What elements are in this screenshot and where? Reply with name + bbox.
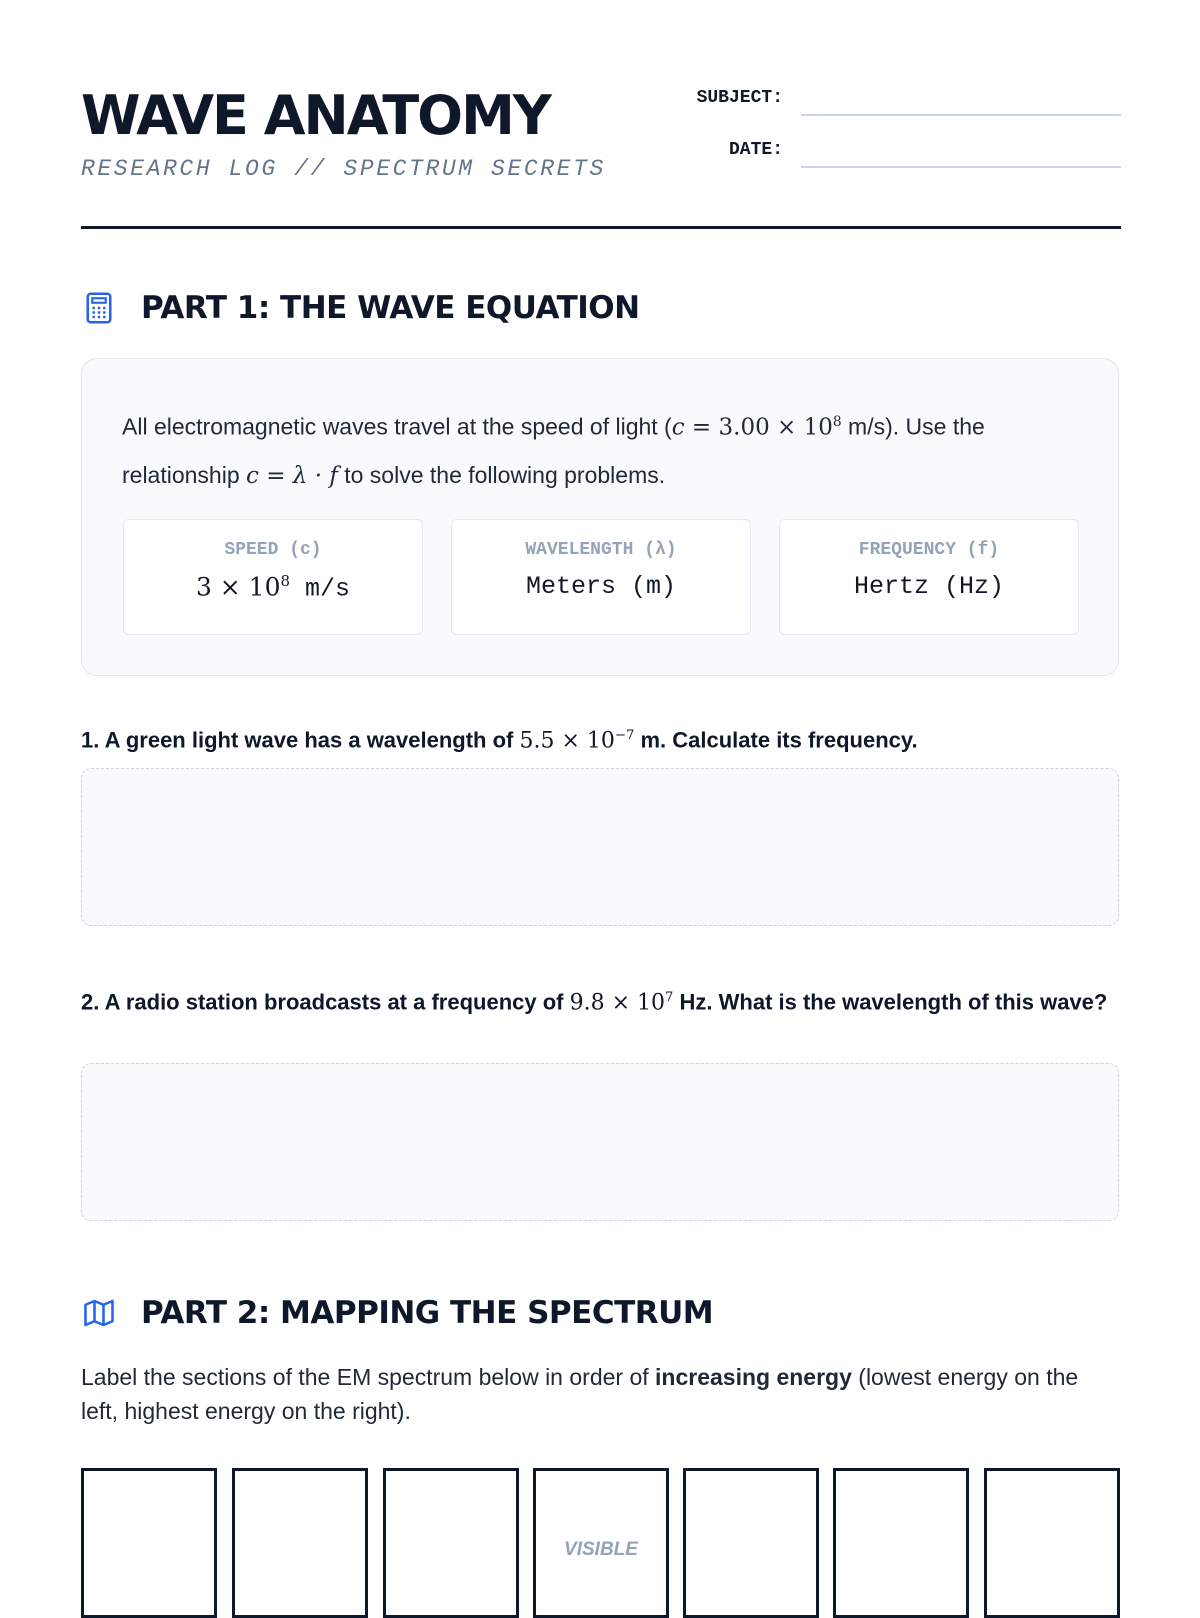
date-field[interactable] [801,166,1121,168]
spectrum-box-visible[interactable] [533,1468,669,1618]
part2-title: PART 2: MAPPING THE SPECTRUM [141,1295,714,1331]
page-subtitle: RESEARCH LOG // SPECTRUM SECRETS [81,156,606,182]
question-1: 1. A green light wave has a wavelength of $5.5 \times 10^{-7}$ m. Calculate its frequency. [81,727,918,754]
spectrum-box-5[interactable] [683,1468,819,1618]
calculator-icon [81,290,117,326]
spectrum-box-1[interactable] [81,1468,217,1618]
speed-card [123,519,423,635]
map-icon [81,1295,117,1331]
wavelength-label: WAVELENGTH (λ) [525,540,677,560]
subject-label: SUBJECT: [696,88,783,108]
answer-box-2[interactable] [81,1063,1119,1221]
spectrum-box-7[interactable] [984,1468,1120,1618]
page-title: WAVE ANATOMY [81,84,550,147]
visible-label: VISIBLE [564,1539,638,1560]
answer-box-1[interactable] [81,768,1119,926]
part2-instructions: Label the sections of the EM spectrum below in order of increasing energy (lowest energy on the left, highest energy on the right). [81,1364,1079,1424]
frequency-label: FREQUENCY (f) [858,540,1000,560]
question-2: 2. A radio station broadcasts at a frequency of $9.8 \times 10^7$ Hz. What is the wavelength of this wave? [81,989,1108,1016]
subject-field[interactable] [801,114,1121,116]
info-text: All electromagnetic waves travel at the speed of light ($c = 3.00 \times 10^8$ m/s). Use the relationship c = λ · f to solve the following problems. [122,413,985,489]
speed-value: $3 \times 10^8$ m/s [195,572,351,604]
header-divider [81,226,1121,229]
spectrum-box-6[interactable] [833,1468,969,1618]
subject-row [679,86,1121,116]
date-row [679,138,1121,168]
part1-title: PART 1: THE WAVE EQUATION [141,290,640,326]
speed-label: SPEED (c) [224,540,322,560]
spectrum-box-2[interactable] [232,1468,368,1618]
frequency-value: Hertz (Hz) [853,572,1005,601]
wave-equation-info [81,358,1119,676]
date-label: DATE: [728,140,783,160]
wavelength-card [451,519,751,635]
wavelength-value: Meters (m) [525,572,677,601]
frequency-card [779,519,1079,635]
spectrum-box-3[interactable] [383,1468,519,1618]
